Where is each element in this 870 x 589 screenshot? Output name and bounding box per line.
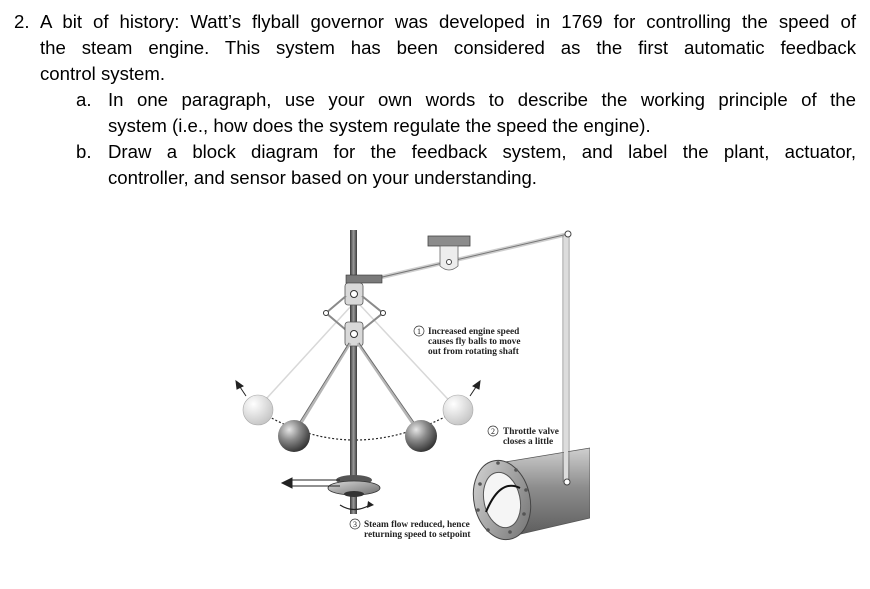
callout-1-number: 1 (417, 327, 421, 336)
upper-collar (345, 275, 382, 305)
right-joint (381, 311, 386, 316)
callout-3 (350, 519, 471, 540)
lower-collar (345, 322, 363, 346)
part-a-label: a. (76, 89, 92, 110)
callout-2-number: 2 (491, 427, 495, 436)
callout-2-line-2: closes a little (503, 437, 554, 447)
part-b-line-1: Draw a block diagram for the feedback system, and label the plant, actuator, (108, 141, 856, 162)
callout-3-line-1: Steam flow reduced, hence (364, 520, 470, 530)
part-a-line-1: In one paragraph, use your own words to describe the working principle of the (108, 89, 856, 110)
callout-1-line-2: causes fly balls to move (428, 337, 521, 347)
rotating-shaft (350, 230, 357, 514)
flyball-left-outer (243, 395, 273, 425)
callout-3-line-2: returning speed to setpoint (364, 530, 471, 540)
question-number: 2. (14, 11, 30, 32)
flyball-left (278, 420, 310, 452)
callout-3-number: 3 (353, 520, 357, 529)
question-text-line-1: A bit of history: Watt’s flyball governor was developed in 1769 for controlling the speed of (40, 11, 856, 32)
part-b-line-2: controller, and sensor based on your understanding. (108, 167, 537, 188)
part-a-line-2: system (i.e., how does the system regulate the speed the engine). (108, 115, 651, 136)
callout-1-line-3: out from rotating shaft (428, 347, 519, 357)
steam-pipe (466, 448, 590, 545)
flyball-right-outer (443, 395, 473, 425)
callout-2-line-1: Throttle valve (503, 427, 559, 437)
flyball-right (405, 420, 437, 452)
question-text-line-2: the steam engine. This system has been considered as the first automatic feedback (40, 37, 856, 58)
question-text-line-3: control system. (40, 63, 166, 84)
left-joint (324, 311, 329, 316)
callout-1 (414, 326, 520, 357)
drive-belt (282, 478, 340, 488)
part-b-label: b. (76, 141, 92, 162)
callout-1-line-1: Increased engine speed (428, 327, 520, 337)
callout-2 (488, 426, 559, 447)
flyball-governor-illustration (230, 222, 590, 552)
